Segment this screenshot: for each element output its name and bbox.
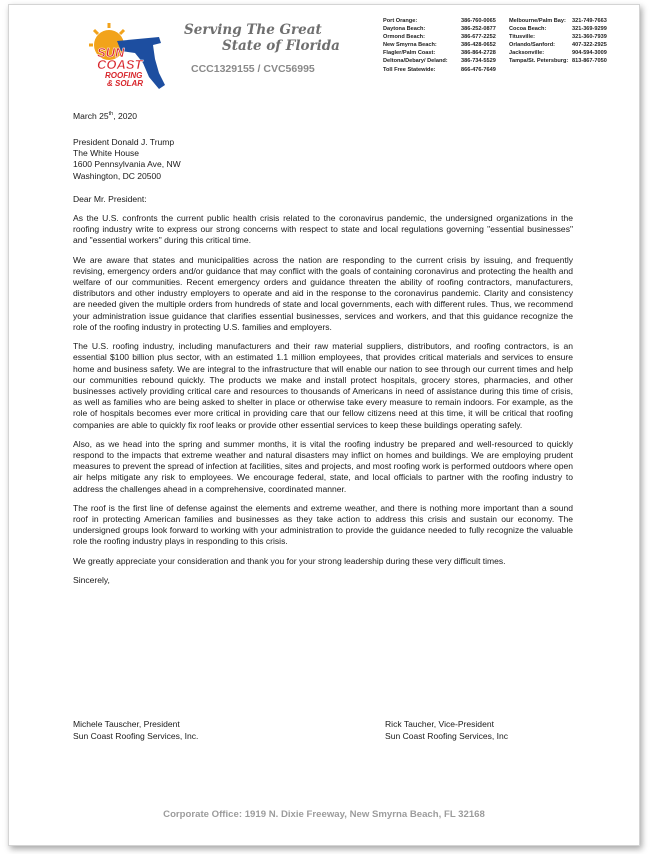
office-city: New Smyrna Beach: — [383, 42, 437, 49]
office-city: Orlando/Sanford: — [509, 42, 555, 49]
office-phone: 386-428-0652 — [461, 42, 496, 49]
office-row — [383, 17, 513, 25]
logo-text-sun: SUN — [97, 45, 125, 60]
address-line: The White House — [73, 148, 140, 159]
office-phone: 386-760-0065 — [461, 18, 496, 24]
office-phone: 813-867-7050 — [572, 58, 607, 65]
logo-text-solar: & SOLAR — [107, 79, 143, 88]
signature-block-right — [385, 718, 508, 742]
office-city: Cocoa Beach: — [509, 26, 547, 33]
paragraph-2: We are aware that states and municipalities across the nation are responding to the current crisis by issuing, and frequently revising, emergency orders and/or guidance that may conflict with the goals of containing coronavirus and protecting the health and welfare of our communities. Recent emergency orders and guidance threaten the ability of roofing contractors, manufacturers, distributors and other industry employers to operate and aid in the response to the coronavirus pandemic. Clarity and consistency are needed given the multiple orders from hundreds of state and local governments, each with different rules. Thus, we recommend your administration issue guidance that clarifies essential businesses, services and workers, and that this guidance recognize the role of the roofing industry in protecting U.S. families and employers. — [73, 254, 573, 332]
office-city: Deltona/Debary/ Deland: — [383, 58, 448, 65]
office-city: Titusville: — [509, 34, 536, 41]
license-numbers: CCC1329155 / CVC56995 — [191, 63, 315, 75]
office-row — [509, 57, 639, 65]
signer-company: Sun Coast Roofing Services, Inc — [385, 731, 509, 741]
logo-text-roofing: ROOFING — [105, 71, 143, 80]
slogan-line-2: State of Florida — [222, 38, 340, 54]
office-phone: 866-476-7649 — [461, 66, 496, 73]
company-logo — [87, 19, 183, 93]
signer-company: Sun Coast Roofing Services, Inc. — [73, 731, 199, 741]
office-row — [383, 33, 513, 41]
office-phone: 321-360-7939 — [572, 34, 607, 41]
slogan-line-1: Serving The Great — [184, 22, 322, 38]
salutation: Dear Mr. President: — [73, 193, 147, 204]
letter-page — [8, 4, 640, 846]
office-row — [509, 25, 639, 33]
paragraph-6: We greatly appreciate your consideration and thank you for your strong leadership during these very difficult times. — [73, 555, 506, 566]
office-phone: 386-252-0877 — [461, 26, 496, 33]
address-line: Washington, DC 20500 — [73, 170, 162, 181]
office-city: Melbourne/Palm Bay: — [509, 18, 566, 24]
paragraph-4: Also, as we head into the spring and summer months, it is vital the roofing industry be prepared and well-resourced to quickly respond to the impacts that extreme weather and natural disasters may inflict on homes and buildings. We are employing prudent measures to prevent the spread of infection at facilities, sites and projects, and most roofing work is performed outdoors where open air helps mitigate any risk to employees. We encourage federal, state, and local officials to partner with the roofing industry to address the challenges ahead in a comprehensive, coordinated manner. — [73, 438, 573, 494]
letter-date: March 25th, 2020 — [73, 110, 137, 121]
office-phone: 321-749-7663 — [572, 18, 607, 24]
office-row — [509, 17, 639, 25]
office-phone: 321-369-9299 — [572, 26, 607, 33]
company-slogan — [184, 22, 340, 54]
office-city: Tampa/St. Petersburg: — [509, 58, 569, 65]
paragraph-5: The roof is the first line of defense against the elements and extreme weather, and there is nothing more important than a sound roof in protecting American families and businesses as they take action to address this crisis and sustain our economy. The undersigned groups look forward to working with your administration to provide the guidance needed to fully recognize the valuable role the roofing industry plays in responding to this crisis. — [73, 502, 573, 547]
office-phone: 386-677-2252 — [461, 34, 496, 41]
office-city: Daytona Beach: — [383, 26, 426, 33]
office-city: Toll Free Statewide: — [383, 66, 436, 73]
letter-body — [73, 109, 573, 586]
office-row — [383, 66, 513, 74]
signer-name: Rick Taucher, Vice-President — [385, 719, 494, 729]
office-city: Port Orange: — [383, 18, 418, 24]
paragraph-3: The U.S. roofing industry, including manufacturers and their raw material suppliers, distributors, and roofing contractors, is an essential $100 billion plus sector, with an estimated 1.1 million employees, that provides critical materials and services to ensure home and business safety. We are integral to the infrastructure that will enable our nation to see through our current times and help our communities rebound quickly. The products we make and install protect hospitals, grocery stores, pharmacies, and other businesses actively providing critical care and resources to thousands of Americans in need of assistance during this time of crisis, as well as families who are being asked to shelter in place or otherwise take every measure to remain indoors. For example, as the role of hospitals becomes ever more critical in providing care that our fellow citizens need at this time, it will be critical that roofing companies are able to quickly fix roof leaks or provide other essential services to keep these buildings operating safely. — [73, 341, 573, 430]
office-row — [509, 49, 639, 57]
address-line: 1600 Pennsylvania Ave, NW — [73, 159, 181, 170]
office-row — [509, 33, 639, 41]
office-phone: 407-322-2925 — [572, 42, 607, 49]
office-row — [509, 41, 639, 49]
address-line: President Donald J. Trump — [73, 137, 175, 148]
office-row — [383, 25, 513, 33]
office-phone: 904-594-3009 — [572, 50, 607, 57]
office-row — [383, 49, 513, 57]
closing: Sincerely, — [73, 574, 110, 585]
signer-name: Michele Tauscher, President — [73, 719, 180, 729]
office-city: Jacksonville: — [509, 50, 545, 57]
paragraph-1: As the U.S. confronts the current public health crisis related to the coronavirus pandemic, the undersigned organizations in the roofing industry write to express our strong concerns with respect to state and local regulations governing "essential businesses" and "essential workers" during this critical time. — [73, 213, 573, 246]
signature-block-left — [73, 718, 198, 742]
office-row — [383, 57, 513, 65]
recipient-address — [73, 137, 573, 182]
corporate-office-footer: Corporate Office: 1919 N. Dixie Freeway, New Smyrna Beach, FL 32168 — [163, 809, 485, 820]
office-row — [383, 41, 513, 49]
office-phone: 386-734-5529 — [461, 58, 496, 65]
office-city: Ormond Beach: — [383, 34, 425, 41]
office-city: Flagler/Palm Coast: — [383, 50, 436, 57]
logo-text-coast: COAST — [97, 57, 143, 72]
office-phone: 386-864-2728 — [461, 50, 496, 57]
